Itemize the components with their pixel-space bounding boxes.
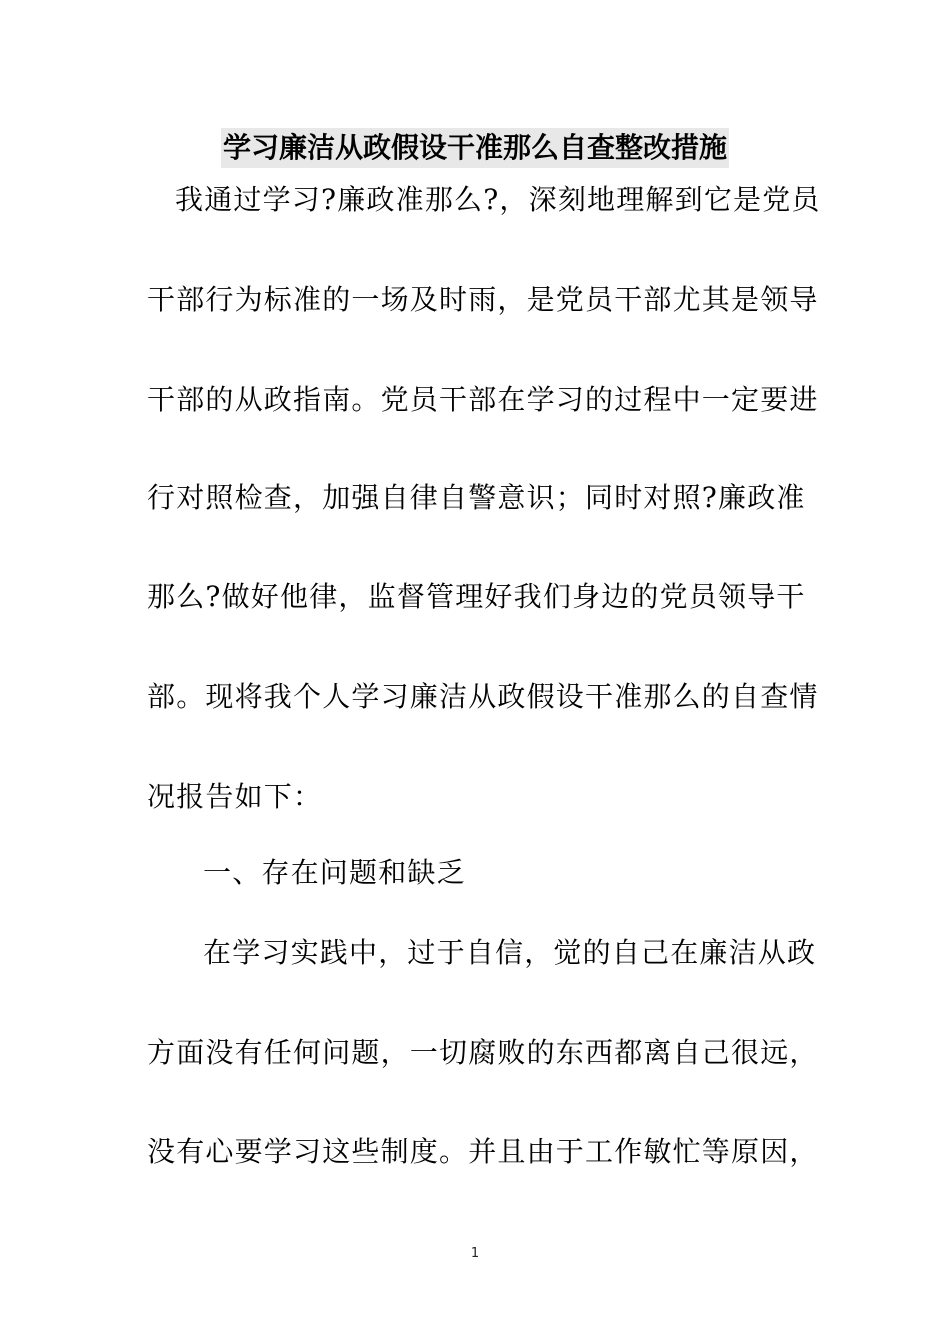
page-number: 1 — [470, 1246, 480, 1261]
paragraph-line: 那么?做好他律，监督管理好我们身边的党员领导干 — [147, 580, 806, 613]
paragraph-line: 方面没有任何问题，一切腐败的东西都离自己很远， — [147, 1036, 819, 1069]
paragraph-line: 干部行为标准的一场及时雨，是党员干部尤其是领导 — [147, 283, 819, 316]
section-heading: 一、存在问题和缺乏 — [203, 856, 466, 889]
paragraph-line: 部。现将我个人学习廉洁从政假设干准那么的自查情 — [147, 680, 819, 713]
document-title-text: 学习廉洁从政假设干准那么自查整改措施 — [221, 128, 729, 168]
document-title — [0, 128, 950, 168]
paragraph-line: 我通过学习?廉政准那么?，深刻地理解到它是党员 — [175, 183, 821, 216]
paragraph-line: 干部的从政指南。党员干部在学习的过程中一定要进 — [147, 383, 819, 416]
paragraph-line: 没有心要学习这些制度。并且由于工作敏忙等原因， — [147, 1135, 819, 1168]
paragraph-line: 在学习实践中，过于自信，觉的自己在廉洁从政 — [203, 936, 817, 969]
paragraph-line: 况报告如下： — [147, 780, 323, 813]
paragraph-line: 行对照检查，加强自律自警意识；同时对照?廉政准 — [147, 481, 806, 514]
